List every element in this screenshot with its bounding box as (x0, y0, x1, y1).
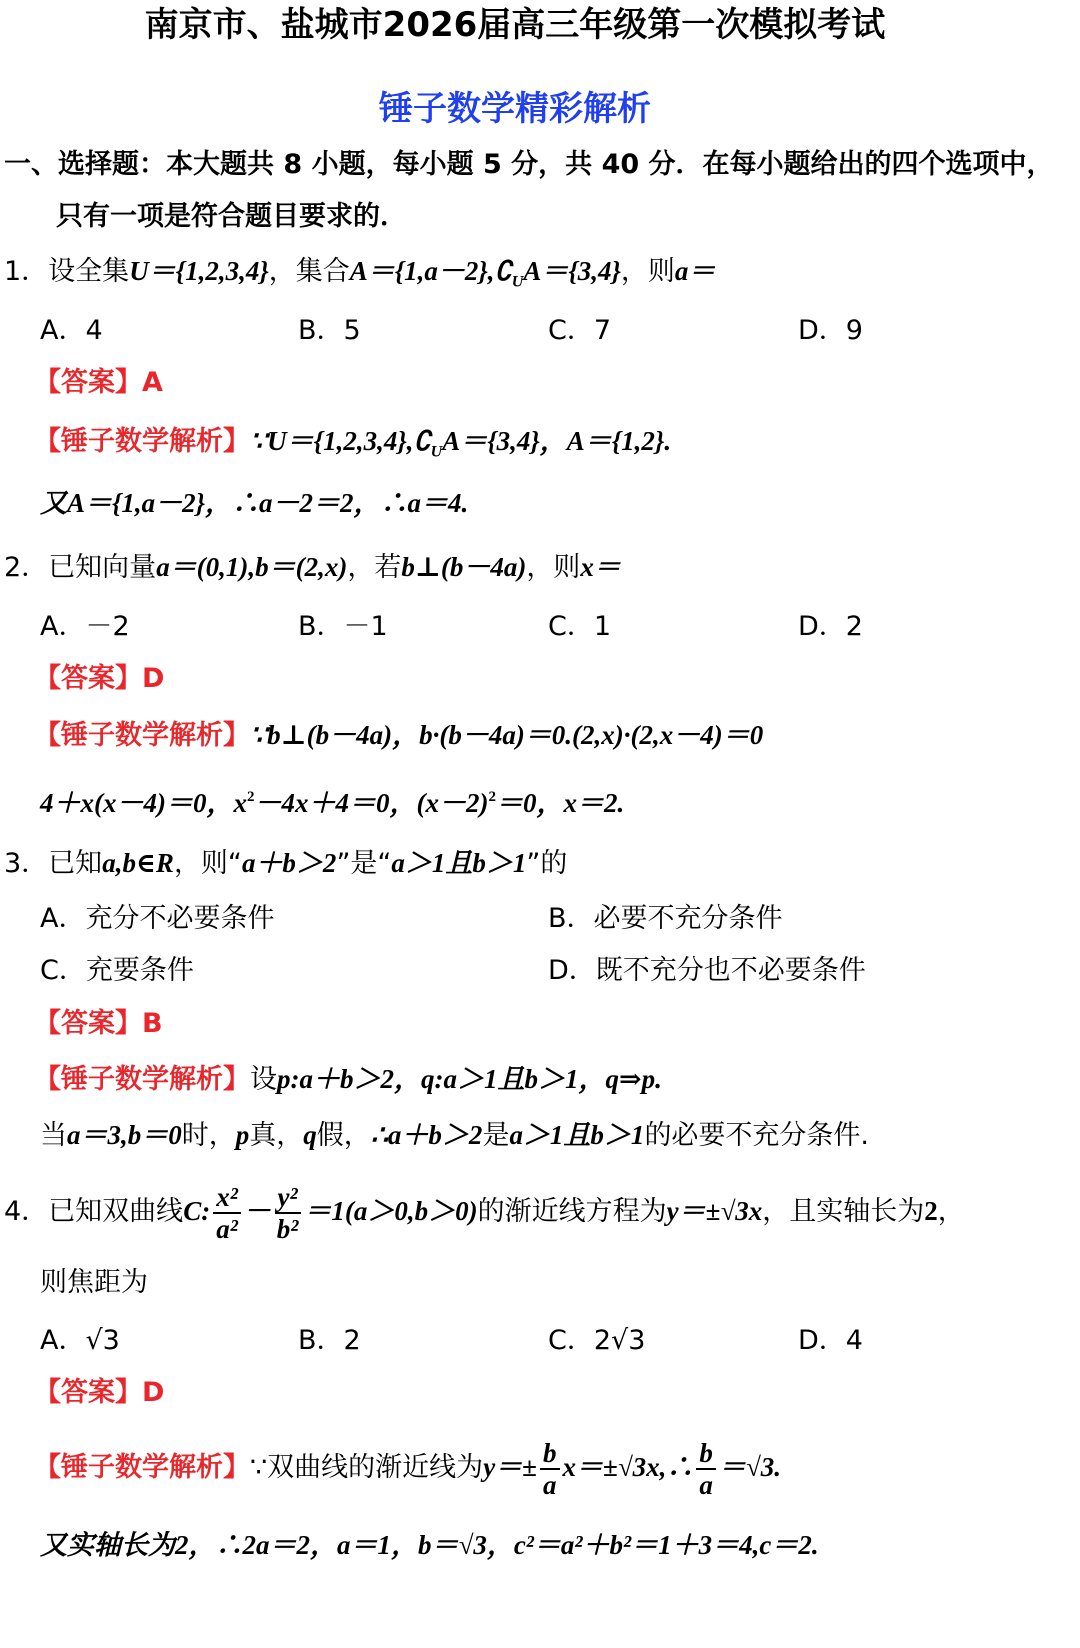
q4-analysis-line1: 【锤子数学解析】∵双曲线的渐近线为y＝± $\frac{b}{a}$ x＝±√3x,∴ $\frac{b}{a}$ ＝√3. (34, 1437, 781, 1500)
q4-analysis-fraction-2: $\frac{b}{a}$ (696, 1438, 716, 1500)
q2-analysis-line1: 【锤子数学解析】∵b⊥(b－4a)，b·(b－4a)＝0.(2,x)·(2,x－4)＝0 (34, 720, 764, 751)
q4-option-a[interactable]: A．√3 (40, 1325, 120, 1356)
q3-analysis-line2: 当a＝3,b＝0时，p真，q假，∴a＋b＞2是a＞1且b＞1的必要不充分条件. (40, 1120, 870, 1151)
q2-stem: 2．已知向量a＝(0,1),b＝(2,x)，若b⊥(b－4a)，则x＝ (4, 552, 621, 583)
q2-analysis-line2: 4＋x(x－4)＝0，$x^2-4x+4=0$，$(x-2)^2=0$，x＝2. (40, 788, 625, 818)
q4-option-b[interactable]: B．2 (298, 1325, 361, 1356)
q4-fraction-x: $\frac{\text{x²}}{\text{a²}}$ (213, 1182, 241, 1244)
q1-analysis-line1: 【锤子数学解析】$\because U=\{1,2,3,4\},∁_UA=\{3,4\}$，A＝{1,2}. (34, 426, 672, 461)
q1-option-b[interactable]: B．5 (298, 315, 361, 346)
q1-analysis-line2: 又A＝{1,a－2}，∴a－2＝2，∴a＝4. (40, 488, 469, 518)
q4-option-c[interactable]: C．2√3 (548, 1325, 646, 1356)
q4-analysis-line2: 又实轴长为2，∴2a＝2，a＝1，b＝√3，c²＝a²＋b²＝1＋3＝4,c＝2. (40, 1530, 819, 1560)
q3-option-b[interactable]: B．必要不充分条件 (548, 903, 783, 934)
q1-option-c[interactable]: C．7 (548, 315, 612, 346)
section-heading-line1: 一、选择题：本大题共 8 小题，每小题 5 分，共 40 分．在每小题给出的四个选项中， (4, 149, 1054, 180)
q4-answer: 【答案】D (34, 1377, 165, 1408)
q1-option-a[interactable]: A．4 (40, 315, 103, 346)
q4-stem: 4．已知双曲线C: $\frac{\text{x²}}{\text{a²}}$ － $\frac{\text{y²}}{\text{b²}}$ ＝1(a＞0,b＞0)的渐近线方程为y＝±√3x，且实轴长为2， (4, 1181, 965, 1244)
q2-option-b[interactable]: B．－1 (298, 611, 388, 642)
q3-option-c[interactable]: C．充要条件 (40, 955, 194, 986)
q1-option-d[interactable]: D．9 (798, 315, 863, 346)
q1-answer: 【答案】A (34, 367, 163, 398)
q3-stem: 3．已知a,b∈R，则“a＋b＞2”是“a＞1且b＞1”的 (4, 848, 568, 879)
section-heading-line2: 只有一项是符合题目要求的． (56, 201, 407, 232)
page-subtitle: 锤子数学精彩解析 (379, 89, 651, 129)
q3-option-a[interactable]: A．充分不必要条件 (40, 903, 275, 934)
q4-fraction-y: $\frac{\text{y²}}{\text{b²}}$ (274, 1182, 302, 1244)
q3-option-d[interactable]: D．既不充分也不必要条件 (548, 955, 866, 986)
q2-option-a[interactable]: A．－2 (40, 611, 130, 642)
page-title: 南京市、盐城市2026届高三年级第一次模拟考试 (144, 5, 886, 45)
q4-stem-line2: 则焦距为 (40, 1267, 148, 1298)
q2-option-d[interactable]: D．2 (798, 611, 863, 642)
q3-answer: 【答案】B (34, 1008, 163, 1039)
q1-stem: 1．设全集U＝{1,2,3,4}，集合$A=\{1,a-2\},∁_UA=\{3,4\}$，则a＝ (4, 256, 716, 291)
q3-analysis-line1: 【锤子数学解析】设p:a＋b＞2，q:a＞1且b＞1，q⇒p. (34, 1064, 662, 1095)
q2-option-c[interactable]: C．1 (548, 611, 612, 642)
q4-analysis-fraction-1: $\frac{b}{a}$ (540, 1438, 560, 1500)
q4-option-d[interactable]: D．4 (798, 1325, 863, 1356)
q2-answer: 【答案】D (34, 663, 165, 694)
